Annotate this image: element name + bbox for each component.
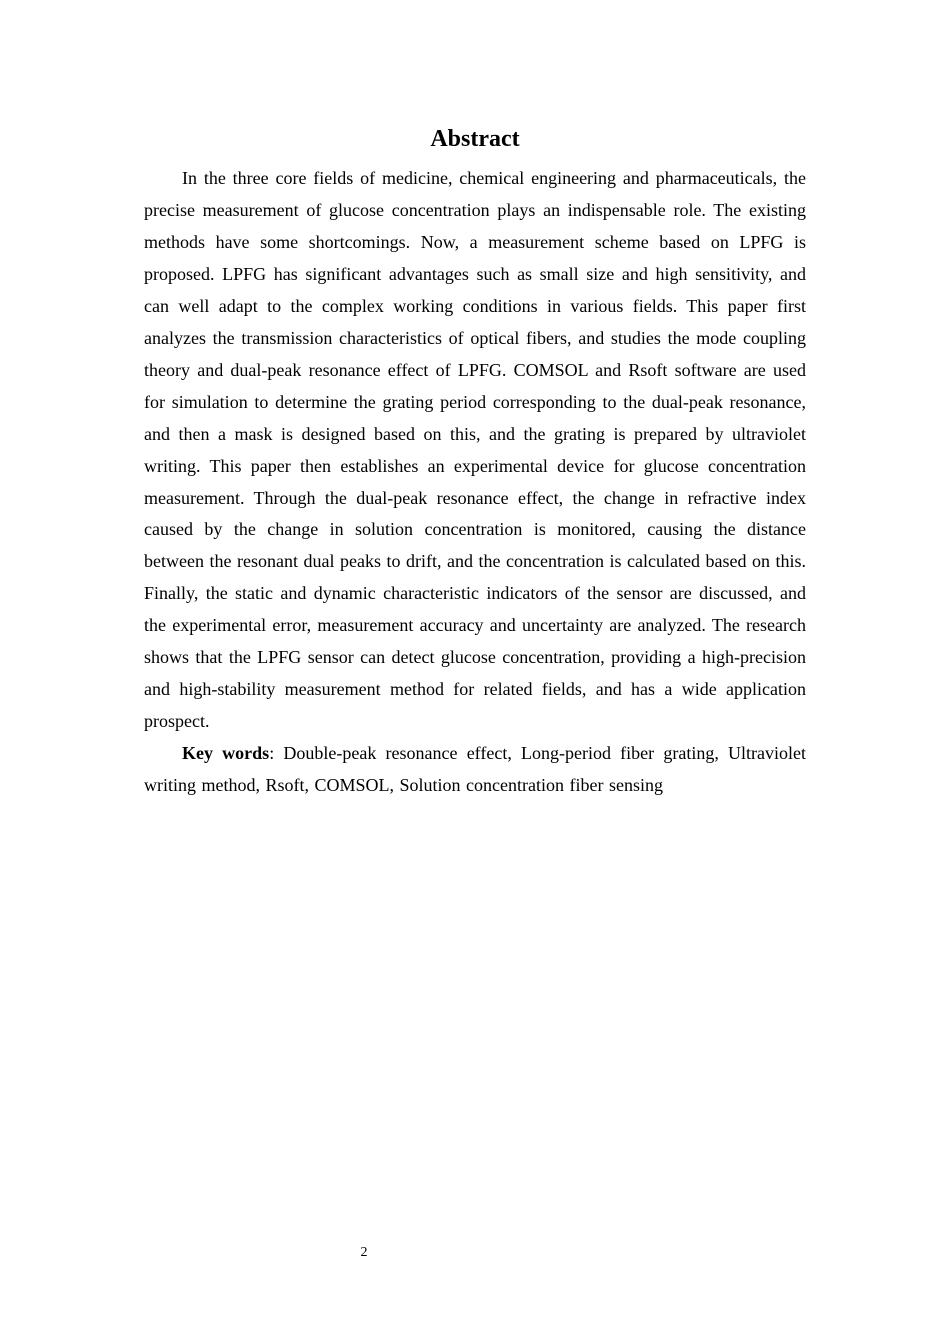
abstract-title: Abstract (430, 126, 520, 152)
keywords-separator: : (269, 743, 275, 764)
abstract-section (144, 122, 806, 802)
page-number: 2 (360, 1245, 368, 1260)
keywords-label: Key words (182, 743, 270, 764)
abstract-body: In the three core fields of medicine, chemical engineering and pharmaceuticals, the precise measurement of glucose concentration plays an indispensable role. The existing methods have some shortcomings. Now, a measurement scheme based on LPFG is proposed. LPFG has significant advantages such as small size and high sensitivity, and can well adapt to the complex working conditions in various fields. This paper first analyzes the transmission characteristics of optical fibers, and studies the mode coupling theory and dual-peak resonance effect of LPFG. COMSOL and Rsoft software are used for simulation to determine the grating period corresponding to the dual-peak resonance, and then a mask is designed based on this, and the grating is prepared by ultraviolet writing. This paper then establishes an experimental device for glucose concentration measurement. Through the dual-peak resonance effect, the change in refractive index caused by the change in solution concentration is monitored, causing the distance between the resonant dual peaks to drift, and the concentration is calculated based on this. Finally, the static and dynamic characteristic indicators of the sensor are discussed, and the experimental error, measurement accuracy and uncertainty are analyzed. The research shows that the LPFG sensor can detect glucose concentration, providing a high-precision and high-stability measurement method for related fields, and has a wide application prospect. (144, 168, 806, 732)
keywords-list: Double-peak resonance effect, Long-period fiber grating, Ultraviolet writing method, Rsoft, COMSOL, Solution concentration fiber sensing (144, 743, 806, 796)
keywords-paragraph (144, 738, 806, 802)
